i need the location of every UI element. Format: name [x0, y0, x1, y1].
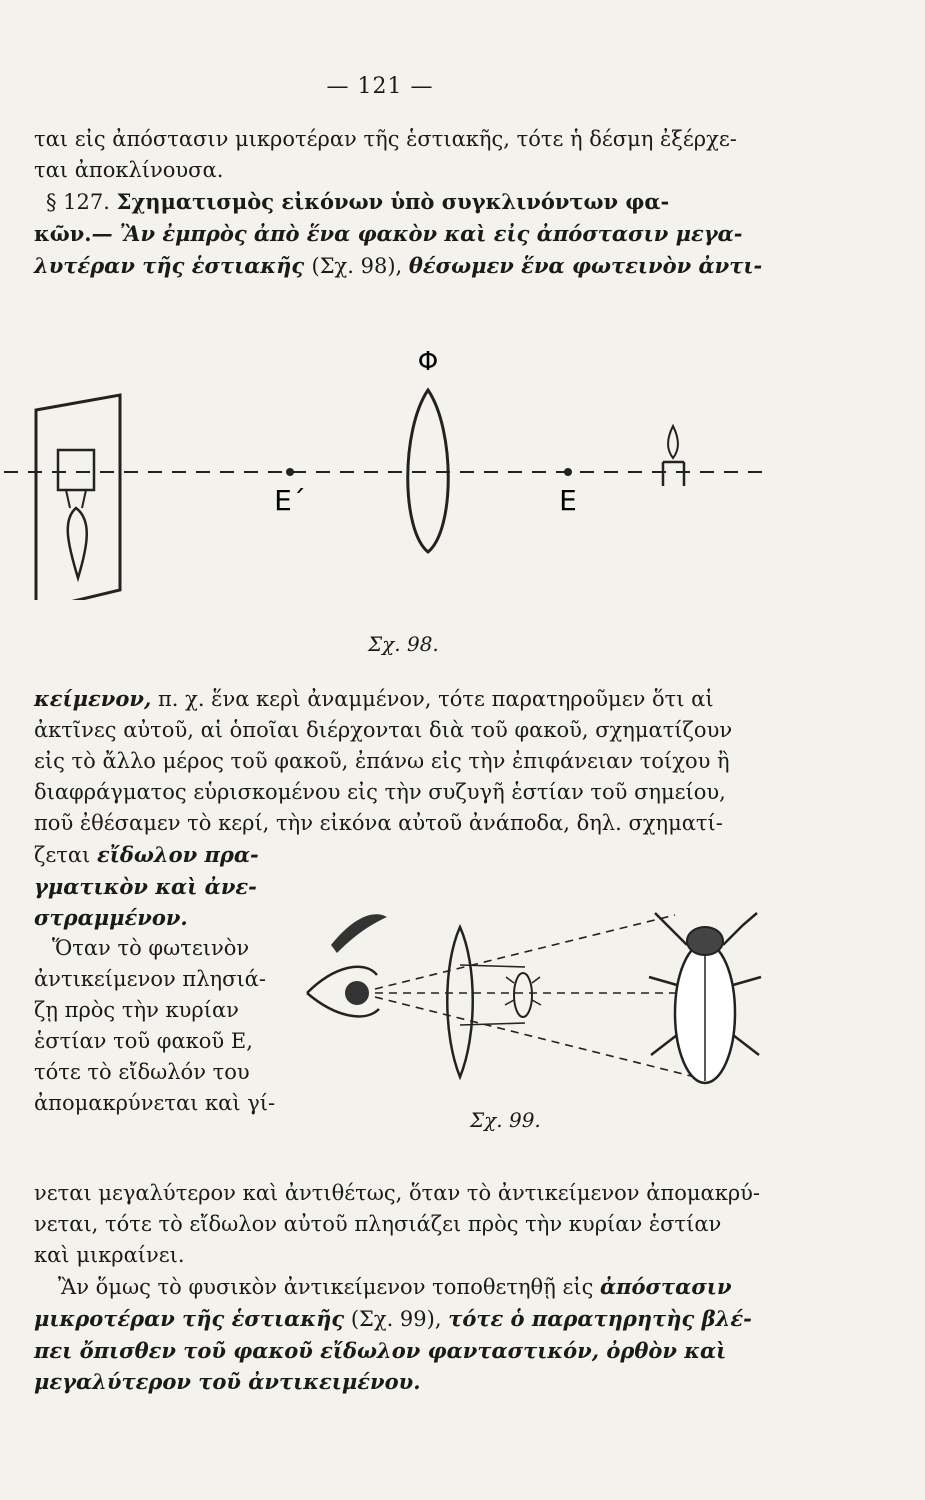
- text-block-bottom: [34, 1178, 794, 1397]
- text-line: ποῦ ἐθέσαμεν τὸ κερί, τὴν εἰκόνα αὐτοῦ ἀνάποδα, δηλ. σχηματί-: [34, 811, 723, 835]
- emphasized-line: γματικὸν καὶ ἀνε-: [34, 874, 257, 899]
- figure-98-diagram: [0, 340, 800, 600]
- section-number: § 127.: [46, 190, 117, 214]
- text-span: ζεται: [34, 843, 97, 867]
- inverted-flame-icon: [68, 508, 87, 578]
- text-line: ἀκτῖνες αὐτοῦ, αἱ ὁποῖαι διέρχονται διὰ τοῦ φακοῦ, σχηματίζουν: [34, 718, 733, 742]
- text-line: [34, 218, 794, 250]
- focal-point-left: [286, 468, 294, 476]
- eye-pupil: [345, 981, 369, 1005]
- text-line: διαφράγματος εὑρισκομένου εἰς τὴν συζυγῆ ἑστίαν τοῦ σημείου,: [34, 780, 726, 804]
- focal-point-right: [564, 468, 572, 476]
- focus-label-left: Ε΄: [274, 484, 306, 517]
- magnifier-lens: [447, 927, 473, 1077]
- emphasized-line: στραμμένον.: [34, 905, 188, 930]
- section-title: Σχηματισμὸς εἰκόνων ὑπὸ συγκλινόντων φα-: [116, 189, 670, 214]
- text-span: Ἂν ὅμως τὸ φυσικὸν ἀντικείμενον τοποθετηθῇ εἰς: [58, 1275, 601, 1299]
- text-line: ἀπομακρύνεται καὶ γί-: [34, 1091, 276, 1115]
- eyebrow-icon: [331, 914, 387, 953]
- text-line: [34, 250, 794, 282]
- figure-98-caption: Σχ. 98.: [368, 632, 439, 656]
- text-line: ἀντικείμενον πλησιά-: [34, 967, 266, 991]
- figure-99-caption: Σχ. 99.: [470, 1108, 541, 1132]
- text-line: νεται μεγαλύτερον καὶ ἀντιθέτως, ὅταν τὸ ἀντικείμενον ἀπομακρύ-: [34, 1181, 761, 1205]
- text-line: [34, 1303, 794, 1335]
- emphasized-text: ἀπόστασιν: [600, 1274, 732, 1299]
- emphasized-text: κείμενον,: [34, 686, 152, 711]
- flame-icon: [668, 426, 678, 458]
- candle-icon: [663, 462, 684, 486]
- text-line: τότε τὸ εἴδωλόν του: [34, 1060, 250, 1084]
- emphasized-line: πει ὄπισθεν τοῦ φακοῦ εἴδωλον φανταστικόν, ὀρθὸν καὶ: [34, 1338, 727, 1363]
- text-line: [34, 1271, 794, 1303]
- text-line: καὶ μικραίνει.: [34, 1243, 185, 1267]
- inverted-candle-image: [58, 450, 94, 490]
- emphasized-line: μεγαλύτερον τοῦ ἀντικειμένου.: [34, 1369, 421, 1394]
- figure-reference: (Σχ. 99),: [344, 1307, 449, 1331]
- text-block-top: [34, 124, 794, 282]
- emphasized-text: λυτέραν τῆς ἑστιακῆς: [34, 253, 312, 278]
- lens-label: Φ: [417, 347, 439, 377]
- screen-shape: [36, 395, 120, 600]
- text-line: ται εἰς ἀπόστασιν μικροτέραν τῆς ἑστιακῆς, τότε ἡ δέσμη ἐξέρχε-: [34, 127, 737, 151]
- text-line: ται ἀποκλίνουσα.: [34, 158, 224, 182]
- small-beetle-icon: [514, 973, 532, 1017]
- figure-99-diagram: [295, 905, 775, 1105]
- text-line: εἰς τὸ ἄλλο μέρος τοῦ φακοῦ, ἐπάνω εἰς τὴν ἐπιφάνειαν τοίχου ἢ: [34, 749, 730, 773]
- text-line: [34, 683, 794, 715]
- section-title-end: κῶν.: [34, 221, 92, 246]
- emphasized-text: εἴδωλον πρα-: [96, 842, 259, 867]
- emphasized-text: — Ἂν ἐμπρὸς ἀπὸ ἕνα φακὸν καὶ εἰς ἀπόστασιν μεγα-: [91, 221, 743, 246]
- text-line: ἑστίαν τοῦ φακοῦ Ε,: [34, 1029, 253, 1053]
- focus-label-right: Ε: [559, 484, 577, 517]
- emphasized-text: τότε ὁ παρατηρητὴς βλέ-: [448, 1306, 752, 1331]
- section-heading: [34, 186, 794, 218]
- text-line: νεται, τότε τὸ εἴδωλον αὐτοῦ πλησιάζει πρὸς τὴν κυρίαν ἑστίαν: [34, 1212, 722, 1236]
- emphasized-text: θέσωμεν ἕνα φωτεινὸν ἀντι-: [408, 253, 763, 278]
- text-span: π. χ. ἕνα κερὶ ἀναμμένον, τότε παρατηροῦμεν ὅτι αἱ: [151, 687, 714, 711]
- text-line: Ὅταν τὸ φωτεινὸν: [52, 936, 250, 960]
- text-line: ζῃ πρὸς τὴν κυρίαν: [34, 998, 239, 1022]
- emphasized-text: μικροτέραν τῆς ἑστιακῆς: [34, 1306, 345, 1331]
- figure-reference: (Σχ. 98),: [311, 254, 409, 278]
- page-number: — 121 —: [326, 74, 434, 99]
- text-line: [34, 839, 794, 871]
